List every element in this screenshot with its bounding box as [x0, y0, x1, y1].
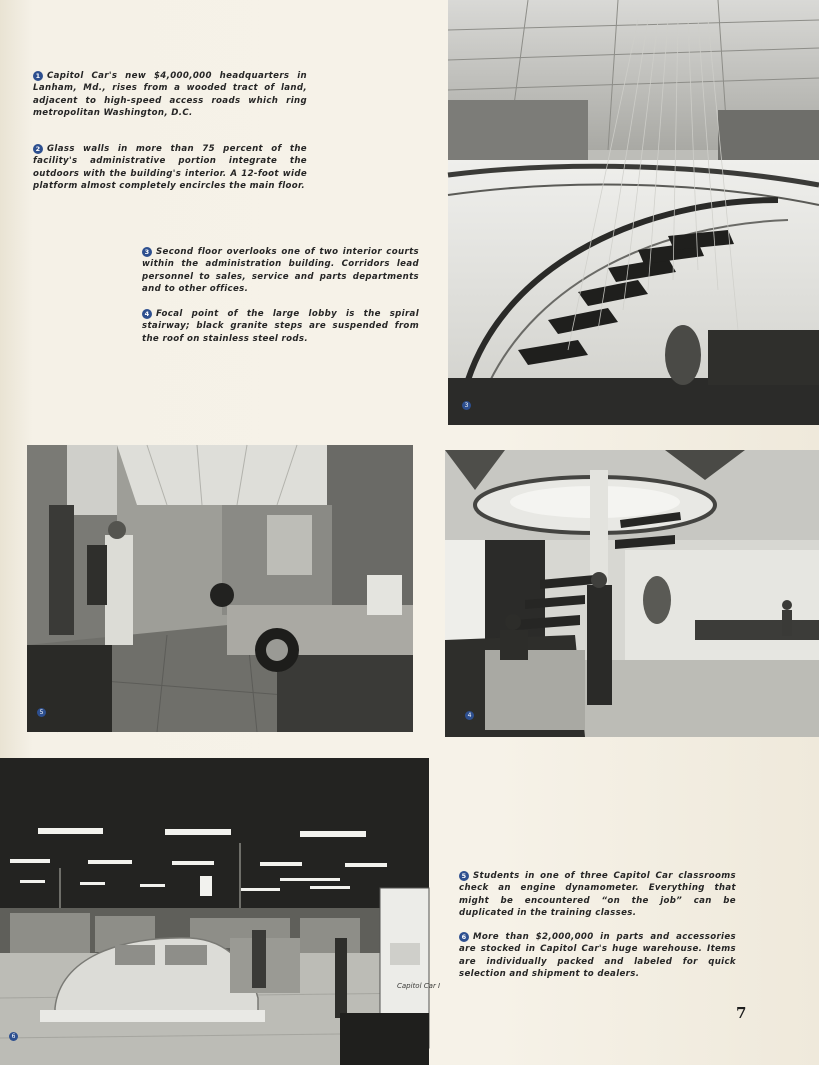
photo-parts-warehouse	[0, 758, 441, 1065]
page-number: 7	[736, 1004, 747, 1022]
photo-number-badge: 5	[37, 708, 46, 717]
photo-illustration	[27, 445, 413, 732]
photo-number-badge: 4	[465, 711, 474, 720]
photo-illustration	[445, 450, 819, 737]
photo-classroom-dynamometer	[27, 445, 413, 732]
caption-3	[142, 246, 419, 295]
caption-text: Glass walls in more than 75 percent of the facility's administrative portion integrate the outdoors with the building's interior. A 12-foot wide platform almost completely encircles the main floor.	[33, 144, 307, 191]
caption-number-badge: 3	[142, 247, 152, 257]
caption-text: Students in one of three Capitol Car classrooms check an engine dynamometer. Everything that might be encountered “on the job” can be duplicated in the training classes.	[459, 871, 736, 918]
caption-number-badge: 2	[33, 144, 43, 154]
caption-text: Focal point of the large lobby is the spiral stairway; black granite steps are suspended from the roof on stainless steel rods.	[142, 309, 419, 344]
photo-number-badge: 3	[462, 401, 471, 410]
photo-illustration	[0, 758, 441, 1065]
caption-5	[459, 870, 736, 919]
caption-2	[33, 143, 307, 192]
photo-spiral-stair-overlook	[448, 0, 819, 425]
photo-number-badge: 6	[9, 1032, 18, 1041]
photo-lobby-spiral-stair	[445, 450, 819, 737]
caption-1	[33, 70, 307, 119]
caption-text: More than $2,000,000 in parts and accessories are stocked in Capitol Car's huge warehouse. Items are individually packed and labeled for quick selection and shipment to dealers.	[459, 932, 736, 979]
caption-number-badge: 4	[142, 309, 152, 319]
caption-text: Capitol Car's new $4,000,000 headquarters in Lanham, Md., rises from a wooded tract of land, adjacent to high-speed access roads which ring metropolitan Washington, D.C.	[33, 71, 307, 118]
caption-number-badge: 5	[459, 871, 469, 881]
photo-illustration	[448, 0, 819, 425]
caption-number-badge: 1	[33, 71, 43, 81]
caption-number-badge: 6	[459, 932, 469, 942]
caption-6	[459, 931, 736, 980]
caption-text: Second floor overlooks one of two interior courts within the administration building. Corridors lead personnel to sales, service and parts departments and to other offices.	[142, 247, 419, 294]
caption-4	[142, 308, 419, 345]
truck-lettering: Capitol Car I	[397, 982, 441, 990]
